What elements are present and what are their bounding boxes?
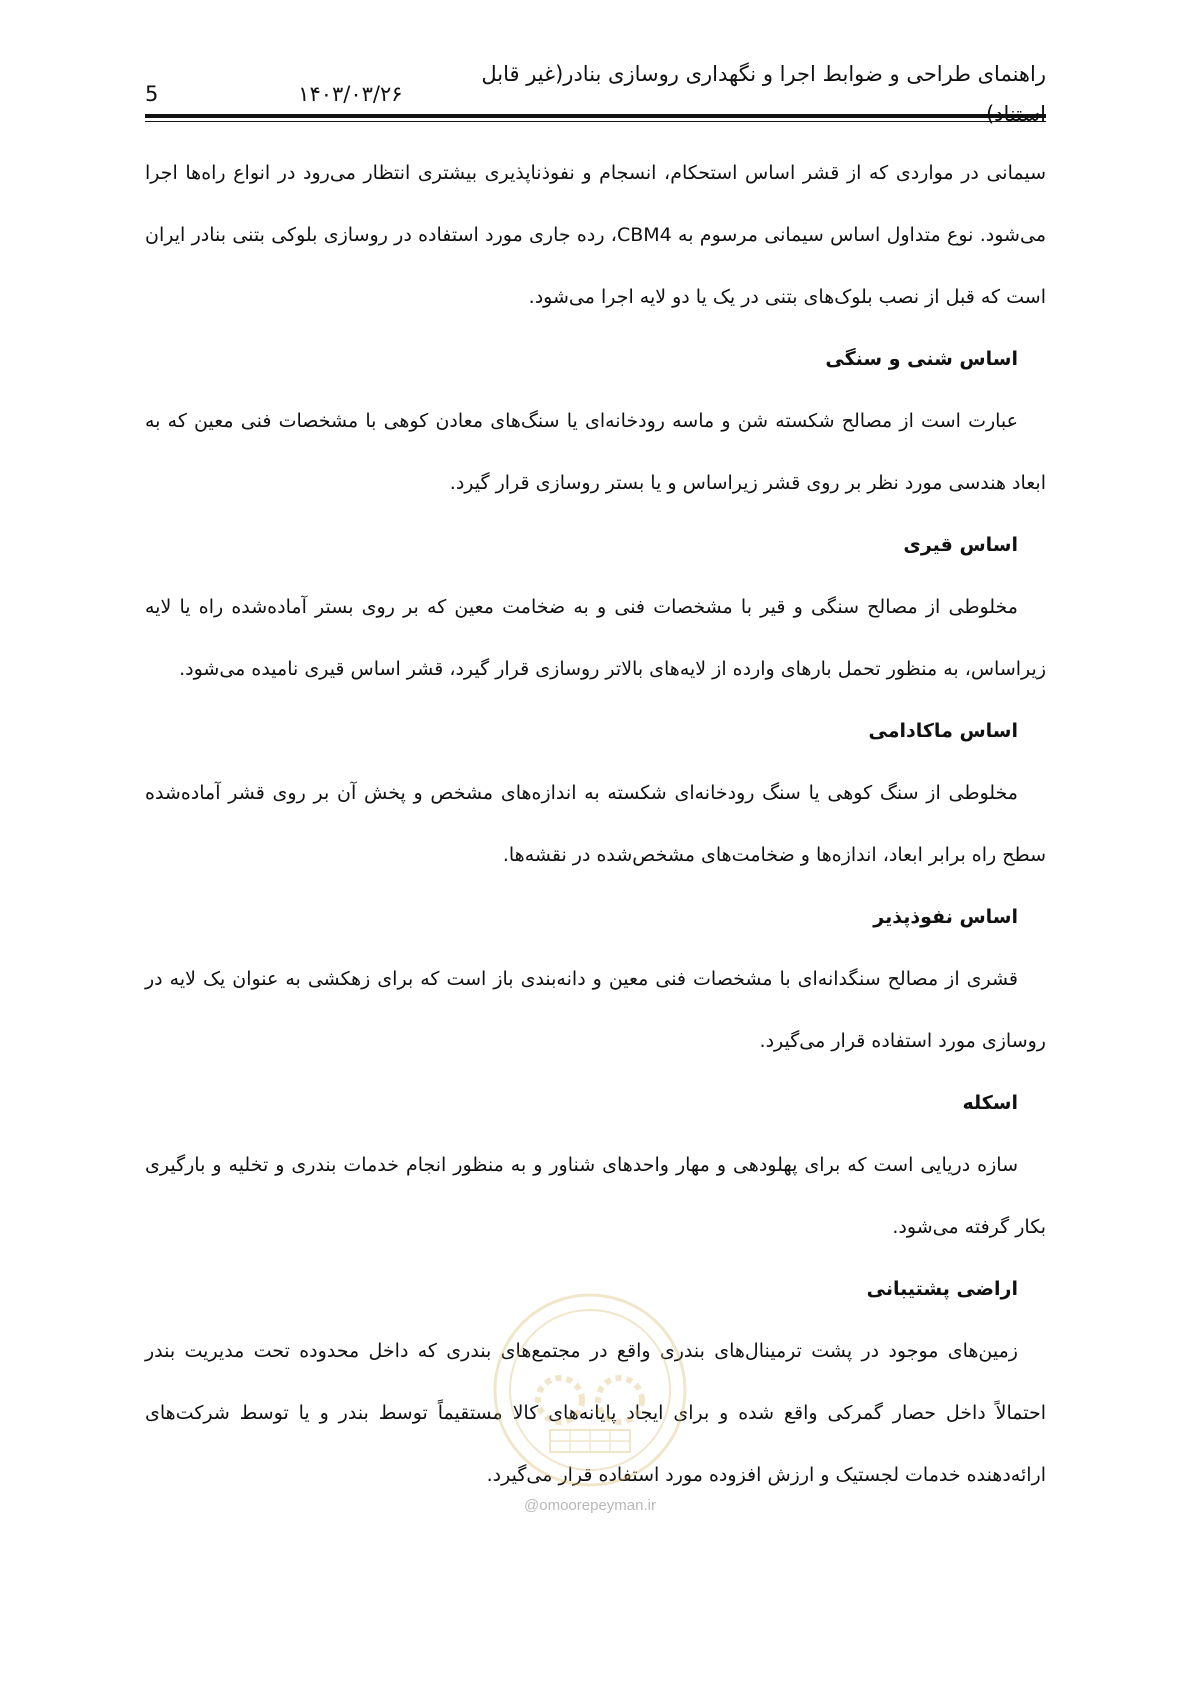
page-number: 5 bbox=[145, 82, 159, 106]
paragraph: مخلوطی از سنگ کوهی یا سنگ رودخانه‌ای شکسته به اندازه‌های مشخص و پخش آن بر روی قشر آماده‌شده سطح راه برابر ابعاد، اندازه‌ها و ضخامت‌های مشخص‌شده در نقشه‌ها. bbox=[145, 782, 1046, 866]
paragraph: عبارت است از مصالح شکسته شن و ماسه رودخانه‌ای یا سنگ‌های معادن کوهی با مشخصات فنی معین که به ابعاد هندسی مورد نظر بر روی قشر زیراساس و یا بستر روسازی قرار گیرد. bbox=[145, 410, 1046, 494]
section-heading: اسکله bbox=[962, 1092, 1018, 1114]
header-title: راهنمای طراحی و ضوابط اجرا و نگهداری روسازی بنادر(غیر قابل bbox=[481, 62, 1046, 86]
section-heading: اراضی پشتیبانی bbox=[866, 1278, 1018, 1300]
paragraph: سیمانی در مواردی که از قشر اساس استحکام، انسجام و نفوذناپذیری بیشتری انتظار می‌رود در انواع راه‌ها اجرا می‌شود. نوع متداول اساس سیمانی مرسوم به CBM4، رده جاری مورد استفاده در روسازی بلوکی بتنی بنادر ایران است که قبل از نصب بلوک‌های بتنی در یک یا دو لایه اجرا می‌شود. bbox=[145, 162, 1046, 308]
paragraph: قشری از مصالح سنگدانه‌ای با مشخصات فنی معین و دانه‌بندی باز است که برای زهکشی به عنوان یک لایه در روسازی مورد استفاده قرار می‌گیرد. bbox=[145, 968, 1046, 1052]
paragraph: زمین‌های موجود در پشت ترمینال‌های بندری واقع در مجتمع‌های بندری که داخل محدوده تحت مدیریت بندر احتمالاً داخل حصار گمرکی واقع شده و برای ایجاد پایانه‌های کالا مستقیماً توسط بندر و یا توسط شرکت‌های ارائه‌دهنده خدمات لجستیک و ارزش افزوده مورد استفاده قرار می‌گیرد. bbox=[145, 1340, 1046, 1486]
section-heading: اساس قیری bbox=[903, 534, 1018, 556]
paragraph: سازه دریایی است که برای پهلودهی و مهار واحدهای شناور و به منظور انجام خدمات بندری و تخلیه و بارگیری بکار گرفته می‌شود. bbox=[145, 1154, 1046, 1238]
header-rule-thin bbox=[145, 121, 1046, 122]
header-rule-thick bbox=[145, 114, 1046, 118]
section-heading: اساس ماکادامی bbox=[868, 720, 1018, 742]
page-header bbox=[145, 62, 1046, 114]
header-date: ۱۴۰۳/۰۳/۲۶ bbox=[298, 82, 403, 106]
paragraph: مخلوطی از مصالح سنگی و قیر با مشخصات فنی و به ضخامت معین که بر روی بستر آماده‌شده راه یا لایه زیراساس، به منظور تحمل بارهای وارده از لایه‌های بالاتر روسازی قرار گیرد، قشر اساس قیری نامیده می‌شود. bbox=[145, 596, 1046, 680]
watermark-url: @omoorepeyman.ir bbox=[524, 1497, 656, 1514]
section-heading: اساس شنی و سنگی bbox=[825, 348, 1018, 370]
seal-watermark bbox=[490, 1290, 690, 1490]
section-heading: اساس نفوذپذیر bbox=[873, 906, 1018, 928]
